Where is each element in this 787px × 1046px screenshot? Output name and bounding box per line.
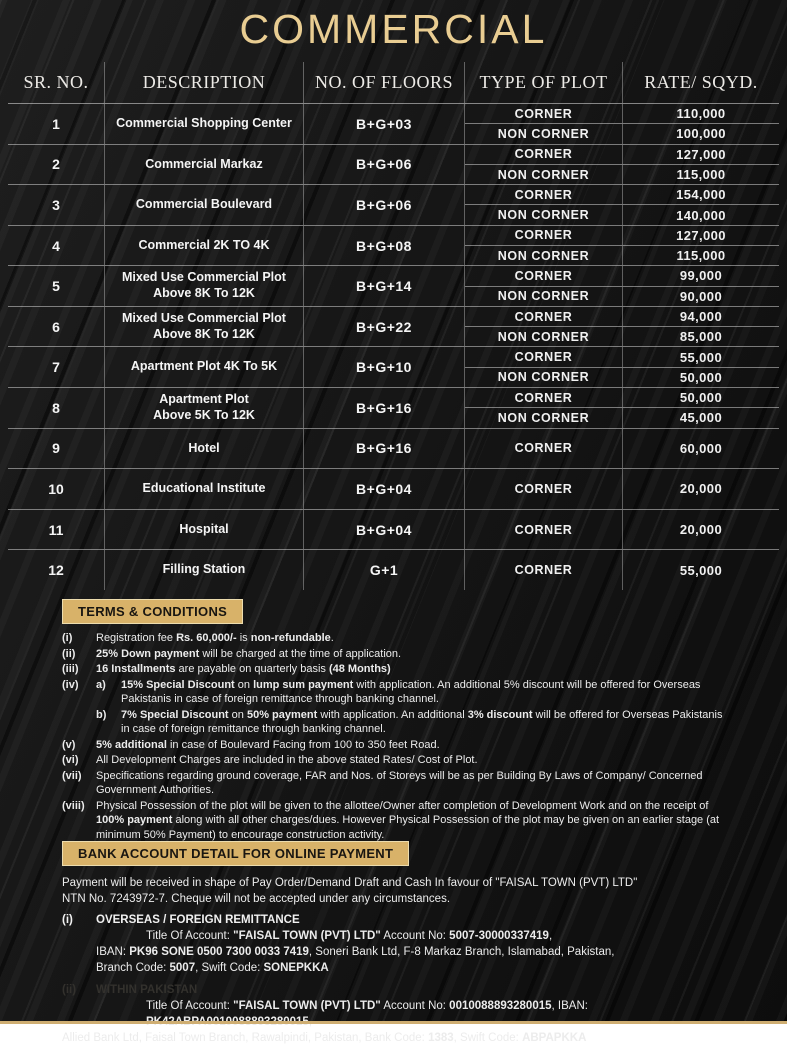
floors-cell: G+1 (304, 550, 465, 590)
sr-cell: 6 (8, 307, 105, 347)
term-number: (vi) (62, 754, 79, 767)
sr-cell: 10 (8, 469, 105, 509)
plot-rate-line (465, 307, 779, 326)
plot-rate-line (465, 347, 779, 366)
term-number: (i) (62, 632, 73, 644)
plot-rate-line (465, 185, 779, 204)
term-text (121, 708, 734, 737)
term-text (96, 799, 734, 843)
bold-text: 16 Installments (96, 663, 176, 676)
sr-cell: 2 (8, 145, 105, 185)
bold-text: 25% Down payment (96, 647, 200, 660)
rates-table (8, 62, 779, 590)
term-number (62, 708, 96, 737)
plot-rate-line (465, 123, 779, 143)
text: in case of Boulevard Facing from 100 to 350 feet Road. (166, 738, 440, 751)
description-cell (105, 388, 304, 428)
rate-cell: 55,000 (679, 349, 723, 365)
text: along with all other charges/dues. However Physical Possession of the plot may be given on an earlier stage (at minimum 50% Payment) to encourage construction activity. (96, 814, 720, 841)
text: on (228, 708, 247, 721)
terms-item (62, 631, 734, 646)
plot-rate-cell (465, 185, 779, 225)
term-number: (iii) (62, 663, 79, 676)
description-line: Above 8K To 12K (153, 326, 255, 341)
floors-cell: B+G+04 (304, 510, 465, 550)
term-number: (ii) (62, 647, 76, 660)
text: , Swift Code: (195, 962, 264, 975)
description-line: Commercial 2K TO 4K (138, 237, 270, 252)
plot-type-cell: CORNER (465, 347, 623, 366)
rate-cell: 50,000 (679, 390, 723, 406)
bank-account-list (62, 912, 742, 1046)
term-text (96, 738, 734, 753)
sr-cell: 3 (8, 185, 105, 225)
plot-rate-line (465, 226, 779, 245)
description-cell (105, 145, 304, 185)
rate-cell: 99,000 (679, 268, 723, 284)
table-row (8, 306, 779, 347)
floors-cell: B+G+03 (304, 104, 465, 144)
header-cell-description: DESCRIPTION (105, 62, 304, 103)
plot-rate-line (465, 429, 779, 469)
bank-intro-line: NTN No. 7243972-7. Cheque will not be accepted under any circumstances. (62, 893, 451, 906)
term-text (96, 631, 734, 646)
plot-rate-cell (465, 550, 779, 590)
rate-cell: 127,000 (676, 146, 726, 162)
terms-item (62, 738, 734, 753)
bold-text: "FAISAL TOWN (PVT) LTD" (233, 999, 381, 1012)
bold-text: 1383 (428, 1031, 454, 1044)
plot-rate-cell (465, 388, 779, 428)
plot-type-cell: CORNER (465, 226, 623, 245)
plot-rate-line (465, 550, 779, 590)
bold-text: 15% Special Discount (121, 678, 235, 691)
bank-heading-badge: BANK ACCOUNT DETAIL FOR ONLINE PAYMENT (62, 841, 409, 866)
term-text (96, 647, 734, 662)
term-text (121, 678, 734, 707)
text: All Development Charges are included in the above stated Rates/ Cost of Plot. (96, 754, 478, 767)
account-detail-line (62, 1030, 742, 1046)
description-line: Filling Station (162, 562, 246, 577)
description-cell (105, 347, 304, 387)
bank-account-section (62, 912, 742, 976)
rate-cell: 20,000 (679, 481, 723, 497)
plot-rate-line (465, 469, 779, 509)
account-section-title: WITHIN PAKISTAN (96, 983, 198, 996)
floors-cell: B+G+04 (304, 469, 465, 509)
description-line: Above 5K To 12K (153, 407, 255, 422)
table-row (8, 225, 779, 266)
plot-type-cell: CORNER (465, 185, 623, 204)
plot-rate-line (465, 266, 779, 285)
header-cell-rate-sqyd: RATE/ SQYD. (644, 72, 758, 92)
plot-type-cell: NON CORNER (465, 327, 623, 346)
term-number: (v) (62, 738, 76, 751)
text: Title Of Account: (146, 999, 234, 1012)
term-number: (viii) (62, 799, 85, 812)
rate-cell: 60,000 (679, 440, 723, 456)
account-section-title: OVERSEAS / FOREIGN REMITTANCE (96, 914, 300, 927)
plot-type-cell: CORNER (465, 469, 623, 509)
bank-section (62, 841, 742, 1046)
rate-cell: 110,000 (676, 106, 726, 122)
floors-cell: B+G+06 (304, 145, 465, 185)
terms-list (62, 631, 734, 842)
rate-cell: 85,000 (679, 329, 723, 345)
term-text (96, 769, 734, 798)
floors-cell: B+G+16 (304, 429, 465, 469)
text: Allied Bank Ltd, Faisal Town Branch, Rawalpindi, Pakistan, Bank Code: (62, 1031, 429, 1044)
plot-rate-line (465, 367, 779, 387)
plot-type-cell: NON CORNER (465, 205, 623, 224)
table-row (8, 509, 779, 550)
plot-rate-line (465, 326, 779, 346)
bold-text: 5007 (169, 962, 196, 975)
terms-item (62, 647, 734, 662)
plot-rate-line (465, 510, 779, 550)
rate-cell: 50,000 (679, 369, 723, 385)
rate-cell: 115,000 (676, 167, 726, 183)
bold-text: "FAISAL TOWN (PVT) LTD" (233, 930, 381, 943)
bold-text: 5007-30000337419 (449, 930, 549, 943)
account-section-number: (i) (62, 914, 73, 927)
description-cell (105, 510, 304, 550)
description-cell (105, 429, 304, 469)
description-cell (105, 266, 304, 306)
text: Specifications regarding ground coverage, FAR and Nos. of Storeys will be as per Building By Laws of Company/ Concerned Government Authorities. (96, 769, 703, 797)
text: on (234, 678, 254, 691)
terms-item (62, 678, 734, 707)
bold-text: non-refundable (250, 632, 331, 644)
plot-rate-line (465, 286, 779, 306)
account-section-heading (62, 912, 742, 928)
description-line: Commercial Shopping Center (116, 115, 292, 130)
bold-text: 50% payment (246, 708, 318, 721)
text: IBAN: (96, 946, 130, 959)
page-title: COMMERCIAL (239, 6, 548, 52)
plot-rate-cell (465, 469, 779, 509)
terms-item (62, 799, 734, 843)
rate-cell: 140,000 (676, 207, 726, 223)
text: Physical Possession of the plot will be given to the allottee/Owner after completion of Development Work and on the receipt of (96, 799, 709, 812)
text: with application. An additional (317, 708, 468, 721)
account-detail-line (62, 998, 742, 1030)
plot-type-cell: CORNER (465, 510, 623, 550)
plot-type-cell: NON CORNER (465, 124, 623, 143)
terms-item (62, 769, 734, 798)
terms-item (62, 753, 734, 768)
plot-type-cell: CORNER (465, 550, 623, 590)
text: with application. An additional 5% discount will be offered for Overseas Pakistanis in case of foreign remittance through banking channel. (121, 678, 701, 706)
table-row (8, 184, 779, 225)
bottom-accent-strip (0, 1021, 787, 1024)
account-section-number: (ii) (62, 983, 77, 996)
term-number: (vii) (62, 769, 82, 782)
bank-account-section (62, 982, 742, 1046)
header-cell-sr-no: SR. NO. (8, 62, 105, 103)
term-text (96, 662, 734, 677)
plot-type-cell: CORNER (465, 388, 623, 407)
text: Account No: (380, 930, 450, 943)
bold-text: 0010088893280015 (449, 999, 552, 1012)
plot-type-cell: NON CORNER (465, 165, 623, 184)
term-sub-letter: a) (96, 678, 106, 691)
description-line: Apartment Plot (159, 392, 249, 407)
text: are payable on quarterly basis (175, 663, 329, 676)
description-cell (105, 307, 304, 347)
description-line: Above 8K To 12K (153, 286, 255, 301)
text: Registration fee (96, 632, 177, 644)
plot-type-cell: CORNER (465, 307, 623, 326)
account-detail-line (62, 960, 742, 976)
plot-rate-line (465, 245, 779, 265)
text: , IBAN: (551, 999, 588, 1012)
plot-rate-cell (465, 510, 779, 550)
rate-cell: 154,000 (676, 187, 726, 203)
description-line: Commercial Boulevard (135, 197, 273, 212)
plot-type-cell: CORNER (465, 429, 623, 469)
sr-cell: 12 (8, 550, 105, 590)
table-body (8, 104, 779, 590)
rate-cell: 127,000 (676, 227, 726, 243)
plot-rate-cell (465, 307, 779, 347)
table-row (8, 104, 779, 144)
sr-cell: 7 (8, 347, 105, 387)
term-text (96, 753, 734, 768)
floors-cell: B+G+16 (304, 388, 465, 428)
bold-text: 100% payment (96, 814, 173, 827)
rate-cell: 90,000 (679, 288, 723, 304)
bold-text: SONEPKKA (263, 962, 329, 975)
account-detail-line (62, 928, 742, 944)
account-detail-line (62, 944, 742, 960)
bold-text: Rs. 60,000/- (176, 632, 237, 644)
sr-cell: 4 (8, 226, 105, 266)
plot-rate-line (465, 145, 779, 164)
table-row (8, 387, 779, 428)
floors-cell: B+G+10 (304, 347, 465, 387)
description-line: Mixed Use Commercial Plot (122, 270, 286, 285)
bank-intro (62, 875, 742, 907)
sr-cell: 11 (8, 510, 105, 550)
plot-rate-cell (465, 347, 779, 387)
terms-section (62, 599, 734, 843)
text: will be offered for Overseas Pakistanis in case of foreign remittance through banking channel. (121, 708, 723, 736)
rate-cell: 45,000 (679, 410, 723, 426)
rate-cell: 20,000 (679, 522, 723, 538)
plot-rate-line (465, 104, 779, 123)
text: , Soneri Bank Ltd, F-8 Markaz Branch, Islamabad, Pakistan, (308, 946, 615, 959)
term-sub-letter: b) (96, 708, 107, 721)
bold-text: 5% additional (96, 738, 167, 751)
plot-rate-line (465, 204, 779, 224)
header-cell-no-of-floors: NO. OF FLOORS (304, 62, 465, 103)
description-line: Apartment Plot 4K To 5K (130, 359, 278, 374)
plot-type-cell: NON CORNER (465, 408, 623, 427)
text: Title Of Account: (146, 930, 234, 943)
table-row (8, 346, 779, 387)
description-cell (105, 226, 304, 266)
bold-text: 7% Special Discount (121, 708, 229, 721)
text: . (330, 632, 334, 644)
term-number: (iv) (62, 678, 79, 691)
plot-rate-line (465, 164, 779, 184)
terms-item (62, 708, 734, 737)
bank-intro-line: Payment will be received in shape of Pay Order/Demand Draft and Cash In favour of "FAISAL TOWN (PVT) LTD" (62, 877, 638, 889)
floors-cell: B+G+06 (304, 185, 465, 225)
description-cell (105, 185, 304, 225)
sr-cell: 1 (8, 104, 105, 144)
text: will be charged at the time of application. (199, 647, 402, 660)
description-line: Educational Institute (142, 481, 266, 496)
plot-rate-cell (465, 429, 779, 469)
plot-type-cell: NON CORNER (465, 368, 623, 387)
plot-type-cell: CORNER (465, 104, 623, 123)
table-row (8, 549, 779, 590)
description-line: Commercial Markaz (145, 156, 263, 171)
plot-rate-cell (465, 226, 779, 266)
description-line: Hotel (188, 440, 220, 455)
rate-cell: 94,000 (679, 309, 723, 325)
table-row (8, 468, 779, 509)
description-line: Mixed Use Commercial Plot (122, 311, 286, 326)
floors-cell: B+G+22 (304, 307, 465, 347)
rate-cell: 55,000 (679, 562, 723, 578)
plot-type-cell: NON CORNER (465, 246, 623, 265)
plot-type-cell: CORNER (465, 266, 623, 285)
text: Account No: (380, 999, 450, 1012)
table-row (8, 144, 779, 185)
table-row (8, 428, 779, 469)
terms-item (62, 662, 734, 677)
description-cell (105, 550, 304, 590)
sr-cell: 9 (8, 429, 105, 469)
plot-type-cell: CORNER (465, 145, 623, 164)
table-header-row (8, 62, 779, 104)
account-section-heading (62, 982, 742, 998)
text: is (236, 632, 251, 644)
header-cell-type-of-plot: TYPE OF PLOT (465, 62, 623, 103)
text: , (548, 930, 553, 943)
terms-heading-badge: TERMS & CONDITIONS (62, 599, 243, 624)
bold-text: 3% discount (467, 708, 533, 721)
floors-cell: B+G+08 (304, 226, 465, 266)
plot-type-cell: NON CORNER (465, 287, 623, 306)
plot-rate-line (465, 388, 779, 407)
rate-cell: 100,000 (676, 126, 726, 142)
sr-cell: 5 (8, 266, 105, 306)
floors-cell: B+G+14 (304, 266, 465, 306)
bold-text: (48 Months) (328, 663, 391, 676)
text: , Swift Code: (453, 1031, 523, 1044)
rate-cell: 115,000 (676, 248, 726, 264)
bold-text: ABPAPKKA (522, 1031, 587, 1044)
description-line: Hospital (179, 521, 229, 536)
plot-rate-line (465, 407, 779, 427)
sr-cell: 8 (8, 388, 105, 428)
description-cell (105, 104, 304, 144)
bold-text: PK96 SONE 0500 7300 0033 7419 (129, 946, 309, 959)
text: Branch Code: (96, 962, 170, 975)
plot-rate-cell (465, 104, 779, 144)
description-cell (105, 469, 304, 509)
plot-rate-cell (465, 266, 779, 306)
plot-rate-cell (465, 145, 779, 185)
table-row (8, 265, 779, 306)
bold-text: lump sum payment (253, 678, 354, 691)
